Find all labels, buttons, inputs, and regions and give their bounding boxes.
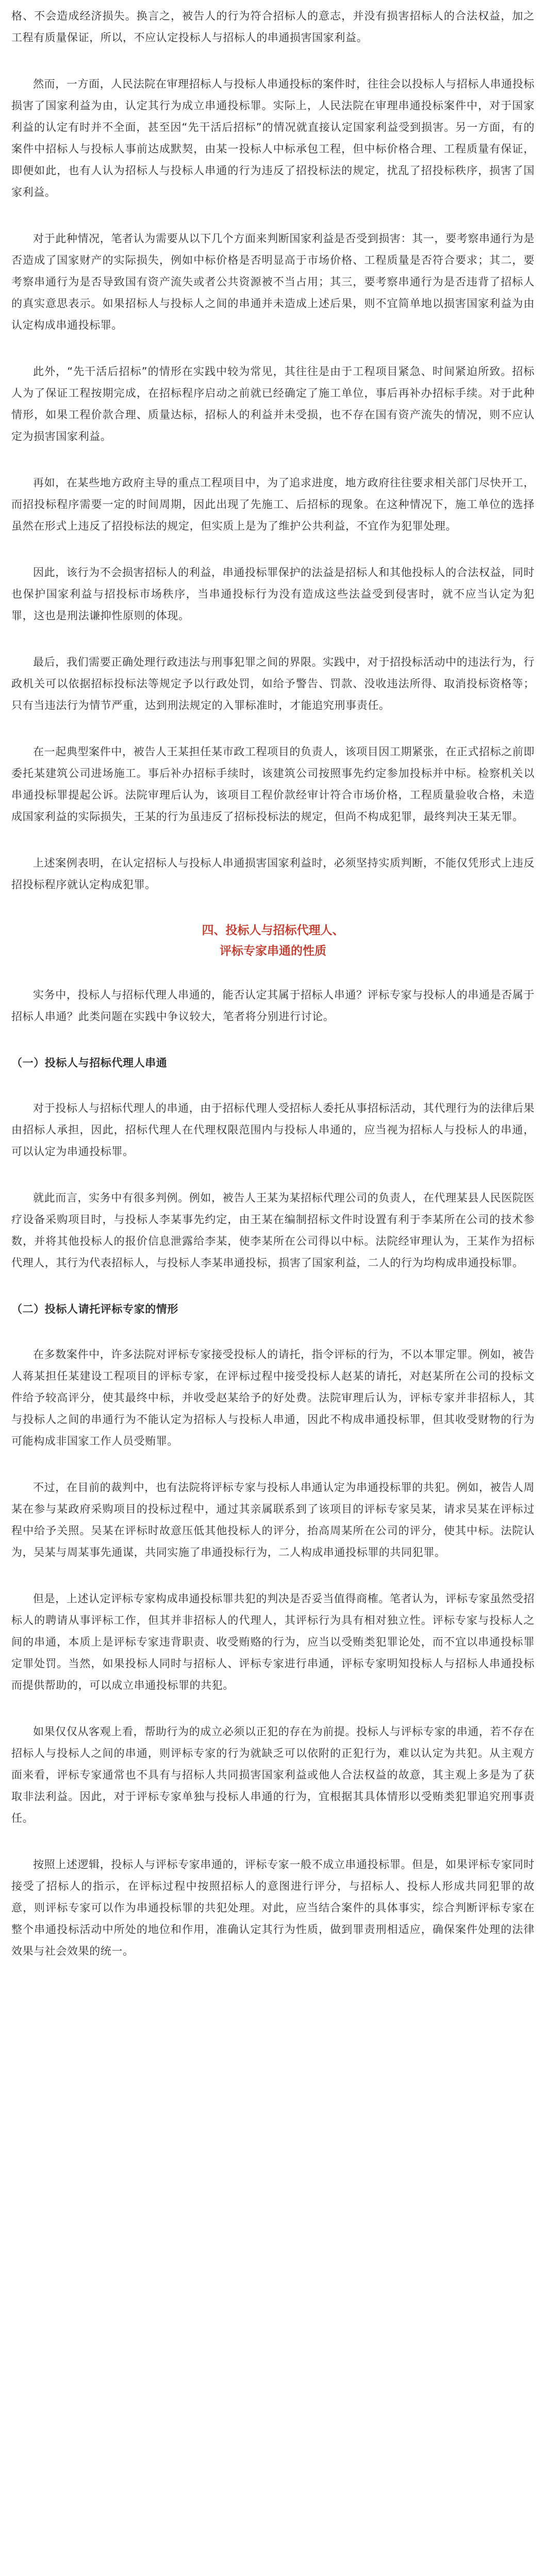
paragraph: 如果仅仅从客观上看，帮助行为的成立必须以正犯的存在为前提。投标人与评标专家的串通，若不存在招标人与投标人之间的串通，则评标专家的行为就缺乏可以依附的正犯行为，难以认定为共犯。从主观方面来看，评标专家通常也不具有与招标人共同损害国家利益或他人合法权益的故意，其主观上多是为了获取非法利益。因此，对于评标专家单独与投标人串通的行为，宜根据其具体情形以受贿类犯罪追究刑事责任。 [11,1725,535,1824]
paragraph: 按照上述逻辑，投标人与评标专家串通的，评标专家一般不成立串通投标罪。但是，如果评标专家同时接受了招标人的指示，在评标过程中按照招标人的意图进行评分，与招标人、投标人形成共同犯罪的故意，则评标专家可以作为串通投标罪的共犯处理。对此，应当结合案件的具体事实，综合判断评标专家在整个串通投标活动中所处的地位和作用，准确认定其行为性质，做到罪责刑相适应，确保案件处理的法律效果与社会效果的统一。 [11,1858,535,1957]
paragraph: 再如，在某些地方政府主导的重点工程项目中，为了追求进度，地方政府往往要求相关部门尽快开工，而招投标程序需要一定的时间周期，因此出现了先施工、后招标的现象。在这种情况下，施工单位的选择虽然在形式上违反了招投标法的规定，但实质上是为了维护公共利益，不宜作为犯罪处理。 [11,477,535,532]
paragraph: 但是，上述认定评标专家构成串通投标罪共犯的判决是否妥当值得商榷。笔者认为，评标专家虽然受招标人的聘请从事评标工作，但其并非招标人的代理人，其评标行为具有相对独立性。评标专家与投标人之间的串通，本质上是评标专家违背职责、收受贿赂的行为，应当以受贿类犯罪论处，而不宜以串通投标罪定罪处罚。当然，如果投标人同时与招标人、评标专家进行串通，评标专家明知投标人与招标人串通投标而提供帮助的，可以成立串通投标罪的共犯。 [11,1592,535,1691]
paragraph: 对于此种情况，笔者认为需要从以下几个方面来判断国家利益是否受到损害：其一，要考察串通行为是否造成了国家财产的实际损失，例如中标价格是否明显高于市场价格、工程质量是否符合要求；其二，要考察串通行为是否导致国有资产流失或者公共资源被不当占用；其三，要考察串通行为是否违背了招标人的真实意思表示。如果招标人与投标人之间的串通并未造成上述后果，则不宜简单地以损害国家利益为由认定构成串通投标罪。 [11,232,535,331]
paragraph: 格、不会造成经济损失。换言之，被告人的行为符合招标人的意志，并没有损害招标人的合法权益，加之工程有质量保证，所以，不应认定投标人与招标人的串通损害国家利益。 [11,10,535,44]
sub-heading: （二）投标人请托评标专家的情形 [11,1303,178,1315]
paragraph: 因此，该行为不会损害招标人的利益，串通投标罪保护的法益是招标人和其他投标人的合法权益，同时也保护国家利益与招投标市场秩序，当串通投标行为没有造成这些法益受到侵害时，就不应当认定为犯罪，这也是刑法谦抑性原则的体现。 [11,566,535,622]
paragraph: 就此而言，实务中有很多判例。例如，被告人王某为某招标代理公司的负责人，在代理某县人民医院医疗设备采购项目时，与投标人李某事先约定，由王某在编制招标文件时设置有利于李某所在公司的技术参数，并将其他投标人的报价信息泄露给李某，使李某所在公司得以中标。法院经审理认为，王某作为招标代理人，其行为代表招标人，与投标人李某串通投标，损害了国家利益，二人的行为均构成串通投标罪。 [11,1192,535,1269]
section-title-line-2: 评标专家串通的性质 [220,944,326,958]
paragraph: 在多数案件中，许多法院对评标专家接受投标人的请托，指令评标的行为，不以本罪定罪。例如，被告人蒋某担任某建设工程项目的评标专家，在评标过程中接受投标人赵某的请托，对赵某所在公司的投标文件给予较高评分，使其最终中标，并收受赵某给予的好处费。法院审理后认为，评标专家并非招标人，其与投标人之间的串通行为不能认定为招标人与投标人串通，因此不构成串通投标罪，但其收受财物的行为可能构成非国家工作人员受贿罪。 [11,1348,535,1447]
paragraph: 此外，“先干活后招标”的情形在实践中较为常见，其往往是由于工程项目紧急、时间紧迫所致。招标人为了保证工程按期完成，在招标程序启动之前就已经确定了施工单位，事后再补办招标手续。对于此种情形，如果工程价款合理、质量达标，招标人的利益并未受损，也不存在国有资产流失的情况，则不应认定为损害国家利益。 [11,365,535,443]
paragraph: 上述案例表明，在认定招标人与投标人串通损害国家利益时，必须坚持实质判断，不能仅凭形式上违反招投标程序就认定构成犯罪。 [11,857,535,891]
sub-heading: （一）投标人与招标代理人串通 [11,1057,168,1069]
section-title-line-1: 四、投标人与招标代理人、 [202,924,344,937]
paragraph: 实务中，投标人与招标代理人串通的，能否认定其属于招标人串通？评标专家与投标人的串通是否属于招标人串通？此类问题在实践中争议较大，笔者将分别进行讨论。 [11,989,535,1023]
paragraph: 然而，一方面，人民法院在审理招标人与投标人串通投标的案件时，往往会以投标人与招标人串通投标损害了国家利益为由，认定其行为成立串通投标罪。实际上，人民法院在审理串通投标案件中，对于国家利益的认定有时并不全面，甚至因“先干活后招标”的情况就直接认定国家利益受到损害。另一方面，有的案件中招标人与投标人事前达成默契，由某一投标人中标承包工程，但中标价格合理、工程质量有保证，即便如此，也有人认为招标人与投标人串通的行为违反了招投标法的规定，扰乱了招投标秩序，损害了国家利益。 [11,78,535,198]
section-title [11,920,535,961]
paragraph: 对于投标人与招标代理人的串通，由于招标代理人受招标人委托从事招标活动，其代理行为的法律后果由招标人承担，因此，招标代理人在代理权限范围内与投标人串通的，应当视为招标人与投标人的串通，可以认定为串通投标罪。 [11,1102,535,1158]
paragraph: 不过，在目前的裁判中，也有法院将评标专家与投标人串通认定为串通投标罪的共犯。例如，被告人周某在参与某政府采购项目的投标过程中，通过其亲属联系到了该项目的评标专家吴某，请求吴某在评标过程中给予关照。吴某在评标时故意压低其他投标人的评分，抬高周某所在公司的评分，使其中标。法院认为，吴某与周某事先通谋，共同实施了串通投标行为，二人构成串通投标罪的共同犯罪。 [11,1481,535,1558]
paragraph: 最后，我们需要正确处理行政违法与刑事犯罪之间的界限。实践中，对于招投标活动中的违法行为，行政机关可以依据招标投标法等规定予以行政处罚，如给予警告、罚款、没收违法所得、取消投标资格等；只有当违法行为情节严重，达到刑法规定的入罪标准时，才能追究刑事责任。 [11,656,535,711]
paragraph: 在一起典型案件中，被告人王某担任某市政工程项目的负责人，该项目因工期紧张，在正式招标之前即委托某建筑公司进场施工。事后补办招标手续时，该建筑公司按照事先约定参加投标并中标。检察机关以串通投标罪提起公诉。法院审理后认为，该项目工程价款经审计符合市场价格，工程质量验收合格，未造成国家利益的实际损失，王某的行为虽违反了招标投标法的规定，但尚不构成犯罪，最终判决王某无罪。 [11,745,535,823]
